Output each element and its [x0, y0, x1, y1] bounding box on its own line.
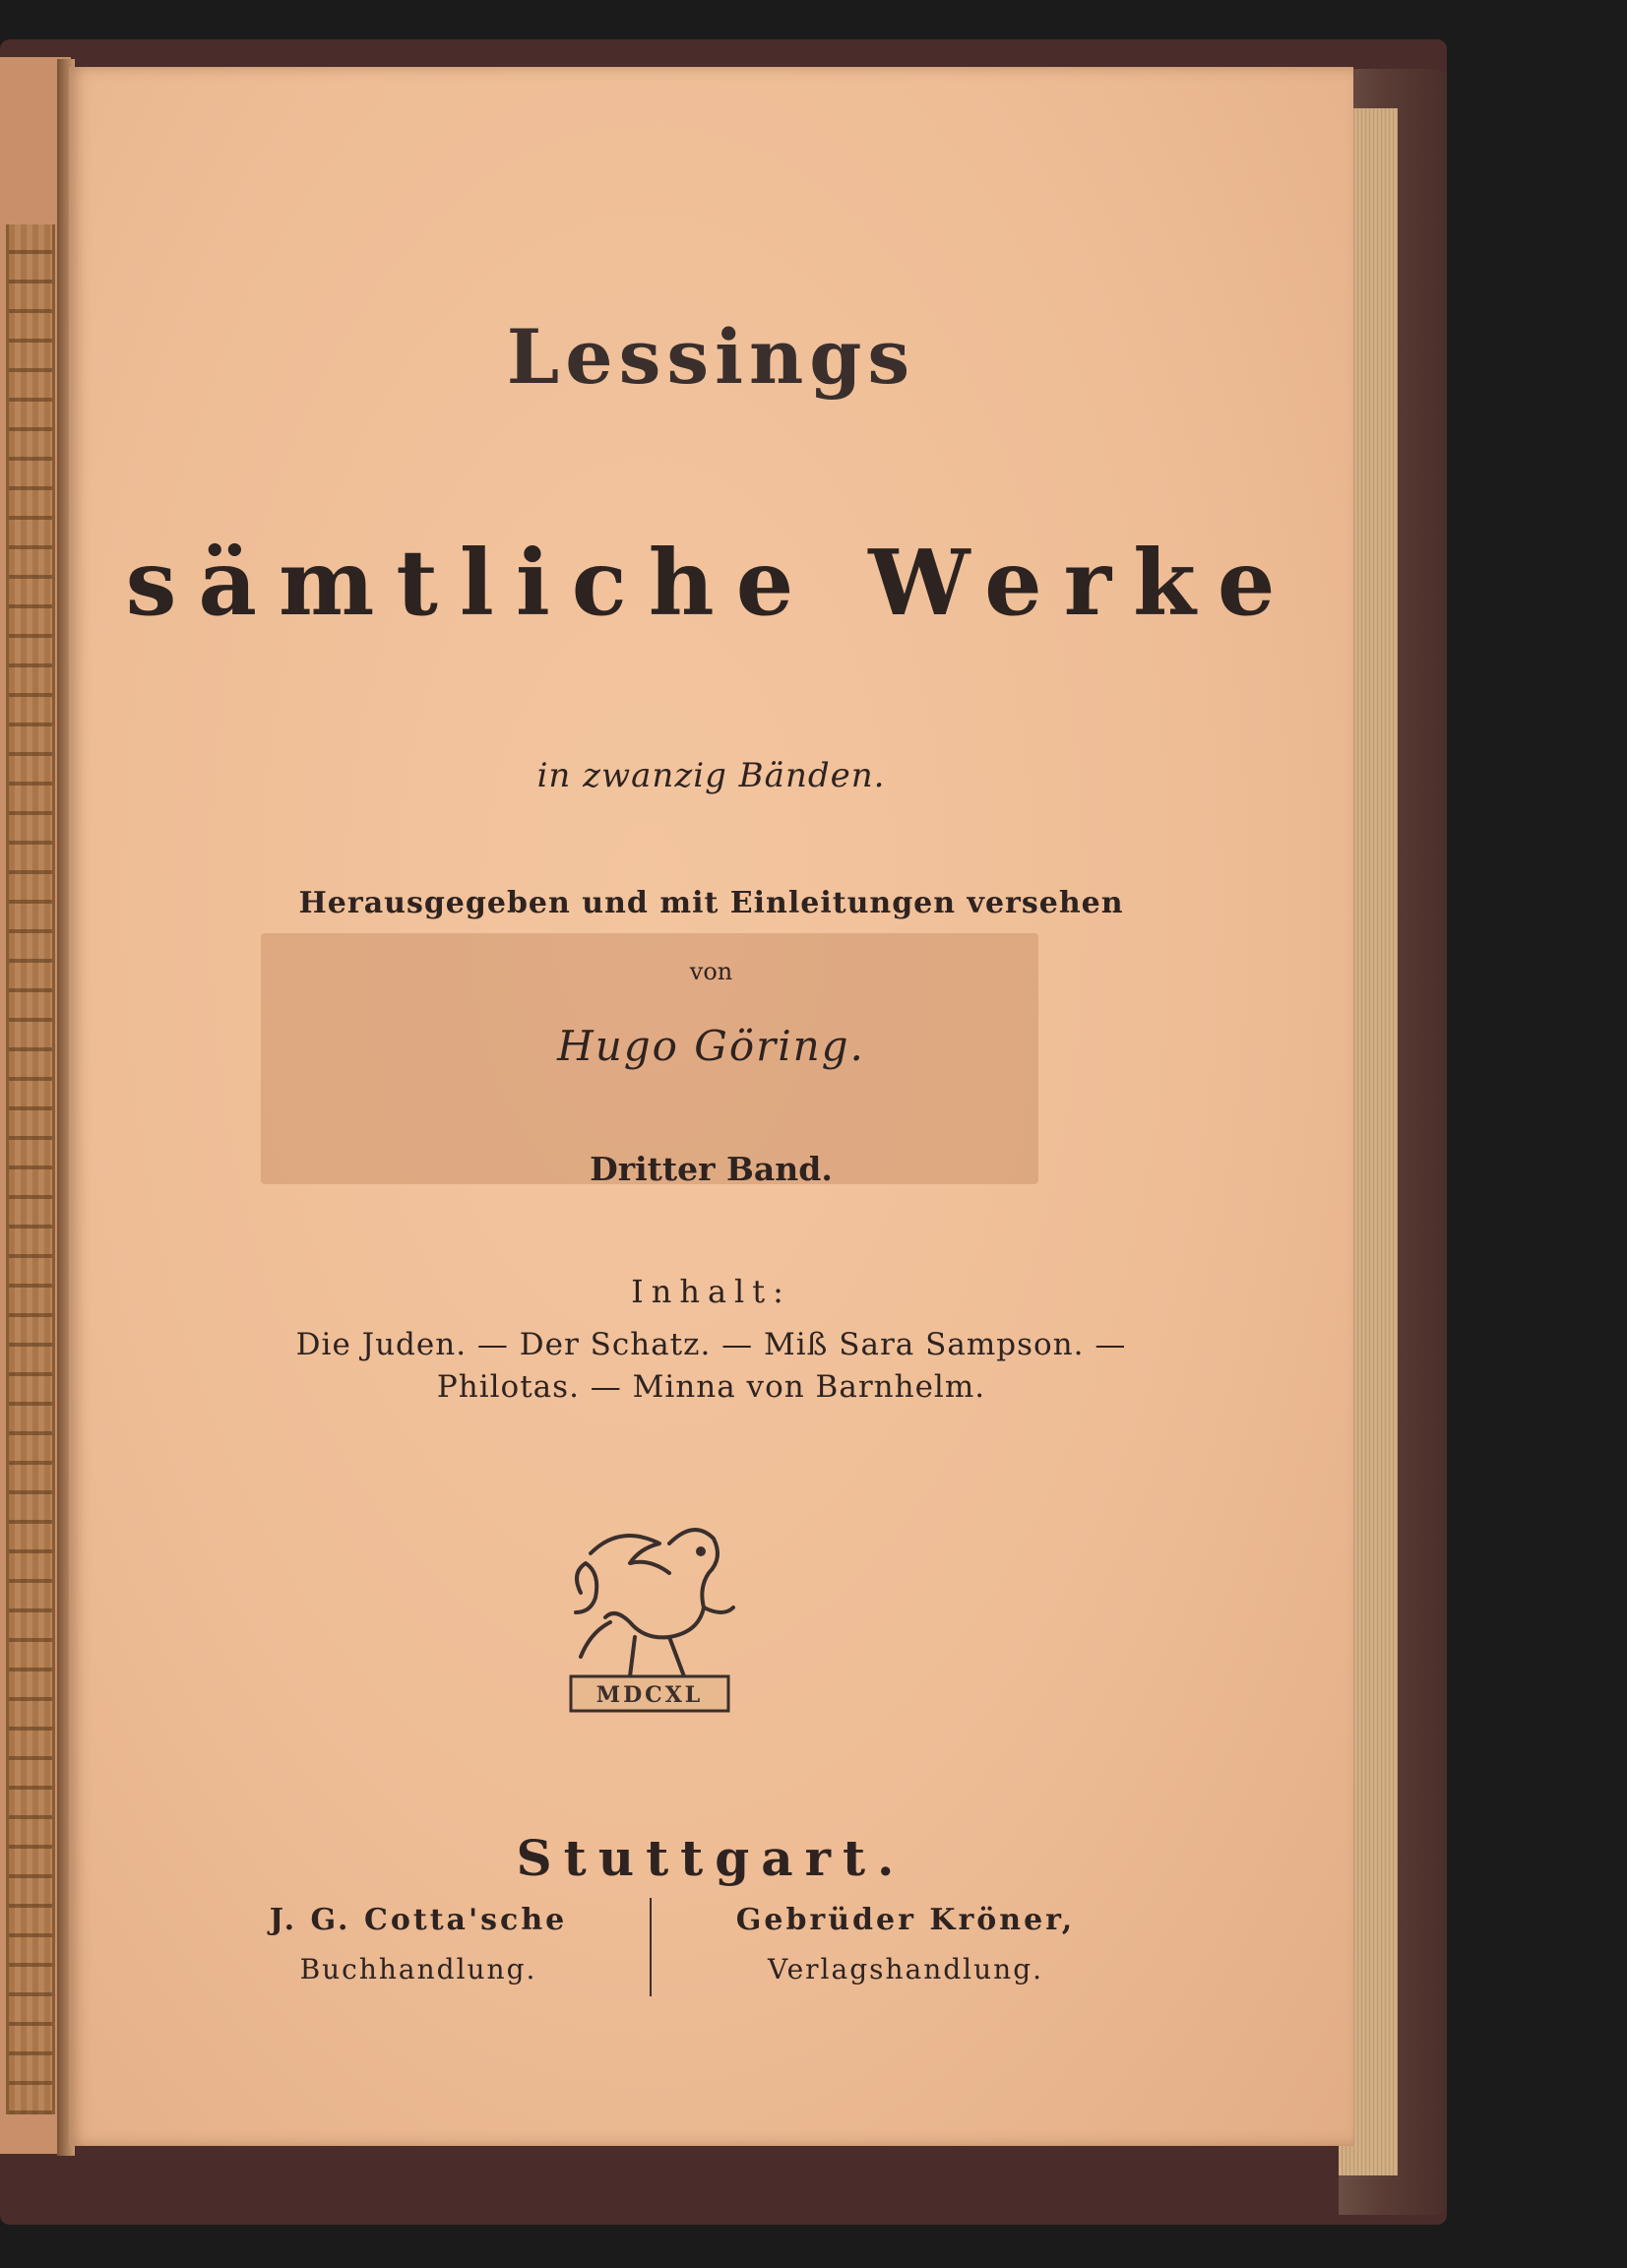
publisher-2-desc: Verlagshandlung.: [767, 1953, 1044, 1985]
contents-heading: Inhalt:: [631, 1273, 791, 1310]
decorative-border: [6, 224, 55, 2114]
title-author: Lessings: [506, 313, 916, 401]
griffin-printers-mark-icon: [551, 1514, 738, 1721]
subtitle: in zwanzig Bänden.: [536, 756, 886, 795]
plaque-text: MDCXL: [595, 1682, 704, 1708]
publisher-1-desc: Buchhandlung.: [299, 1953, 537, 1985]
contents-line-1: Die Juden. — Der Schatz. — Miß Sara Sampson. —: [295, 1327, 1127, 1362]
editor-intro: Herausgegeben und mit Einleitungen versehen: [298, 886, 1124, 920]
imprint-place: Stuttgart.: [516, 1829, 907, 1887]
volume-label: Dritter Band.: [590, 1150, 833, 1188]
publisher-1: [221, 1903, 615, 1985]
editor-von: von: [689, 958, 733, 985]
title-works: sämtliche Werke: [125, 530, 1297, 636]
publisher-2: [709, 1903, 1102, 1985]
title-page: [69, 67, 1353, 2146]
editor-name: Hugo Göring.: [557, 1022, 865, 1070]
publisher-1-name: J. G. Cotta'sche: [269, 1903, 568, 1937]
contents-line-2: Philotas. — Minna von Barnhelm.: [436, 1369, 986, 1405]
publisher-2-name: Gebrüder Kröner,: [735, 1903, 1076, 1937]
publisher-divider: [650, 1898, 652, 1996]
